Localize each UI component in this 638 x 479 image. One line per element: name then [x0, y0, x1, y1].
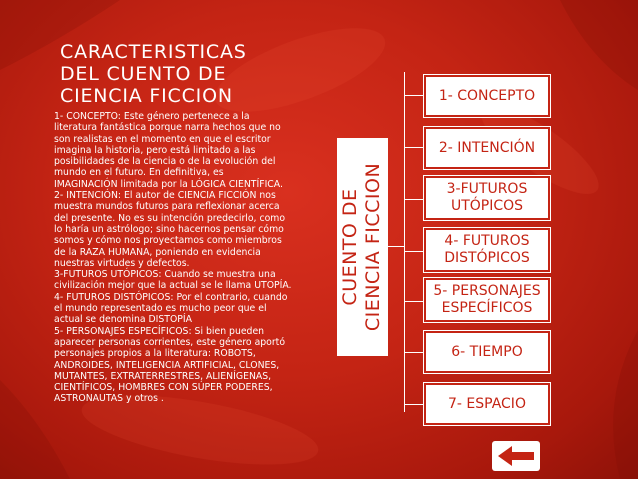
menu-button-espacio[interactable]: 7- ESPACIO — [424, 383, 550, 425]
connector-stub — [404, 404, 423, 405]
topic-label-container — [337, 138, 388, 356]
menu-button-tiempo[interactable]: 6- TIEMPO — [424, 331, 550, 373]
menu-button-personajes-especificos[interactable]: 5- PERSONAJES ESPECÍFICOS — [424, 278, 550, 322]
arrow-left-icon — [496, 444, 536, 468]
back-button[interactable] — [492, 441, 540, 471]
connector-trunk — [404, 72, 405, 412]
connector-stub — [404, 95, 423, 96]
connector-stub — [404, 301, 423, 302]
topic-label: CUENTO DE CIENCIA FICCION — [339, 162, 385, 332]
connector-line — [388, 246, 404, 247]
menu-button-concepto[interactable]: 1- CONCEPTO — [424, 75, 550, 117]
connector-stub — [404, 199, 423, 200]
connector-stub — [404, 352, 423, 353]
menu-button-intencion[interactable]: 2- INTENCIÓN — [424, 127, 550, 169]
menu-button-futuros-utopicos[interactable]: 3-FUTUROS UTÓPICOS — [424, 176, 550, 220]
slide-title: CARACTERISTICAS DEL CUENTO DE CIENCIA FICCION — [60, 41, 247, 107]
connector-stub — [404, 147, 423, 148]
menu-button-futuros-distopicos[interactable]: 4- FUTUROS DISTÓPICOS — [424, 228, 550, 272]
connector-stub — [404, 251, 423, 252]
description-text: 1- CONCEPTO: Este género pertenece a la literatura fantástica porque narra hechos que no son realistas en el momento en que el escritor imagina la historia, pero está limitado a las posibilidades de la ciencia o de la evolución del mundo en el futuro. En definitiva, es IMAGINACIÓN limitada por la LÓGICA CIENTÍFICA. 2- INTENCIÓN: El autor de CIENCIA FICCIÓN nos muestra mundos futuros para reflexionar acerca del presente. No es su intención predecirlo, como lo haría un astrólogo; sino hacernos pensar cómo somos y cómo nos proyectamos como miembros de la RAZA HUMANA, poniendo en evidencia nuestras virtudes y defectos. 3-FUTUROS UTÓPICOS: Cuando se muestra una civilización mejor que la actual se le llama UTOPÍA. 4- FUTUROS DISTÓPICOS: Por el contrario, cuando el mundo representado es mucho peor que el actual se denomina DISTOPÍA 5- PERSONAJES ESPECÍFICOS: Si bien pueden aparecer personas corrientes, este género aportó personajes propios a la literatura: ROBOTS, ANDROIDES, INTELIGENCIA ARTIFICIAL, CLONES, MUTANTES, EXTRATERRESTRES, ALIENÍGENAS, CIENTÍFICOS, HOMBRES CON SÚPER PODERES, ASTRONAUTAS y otros . — [54, 111, 292, 405]
